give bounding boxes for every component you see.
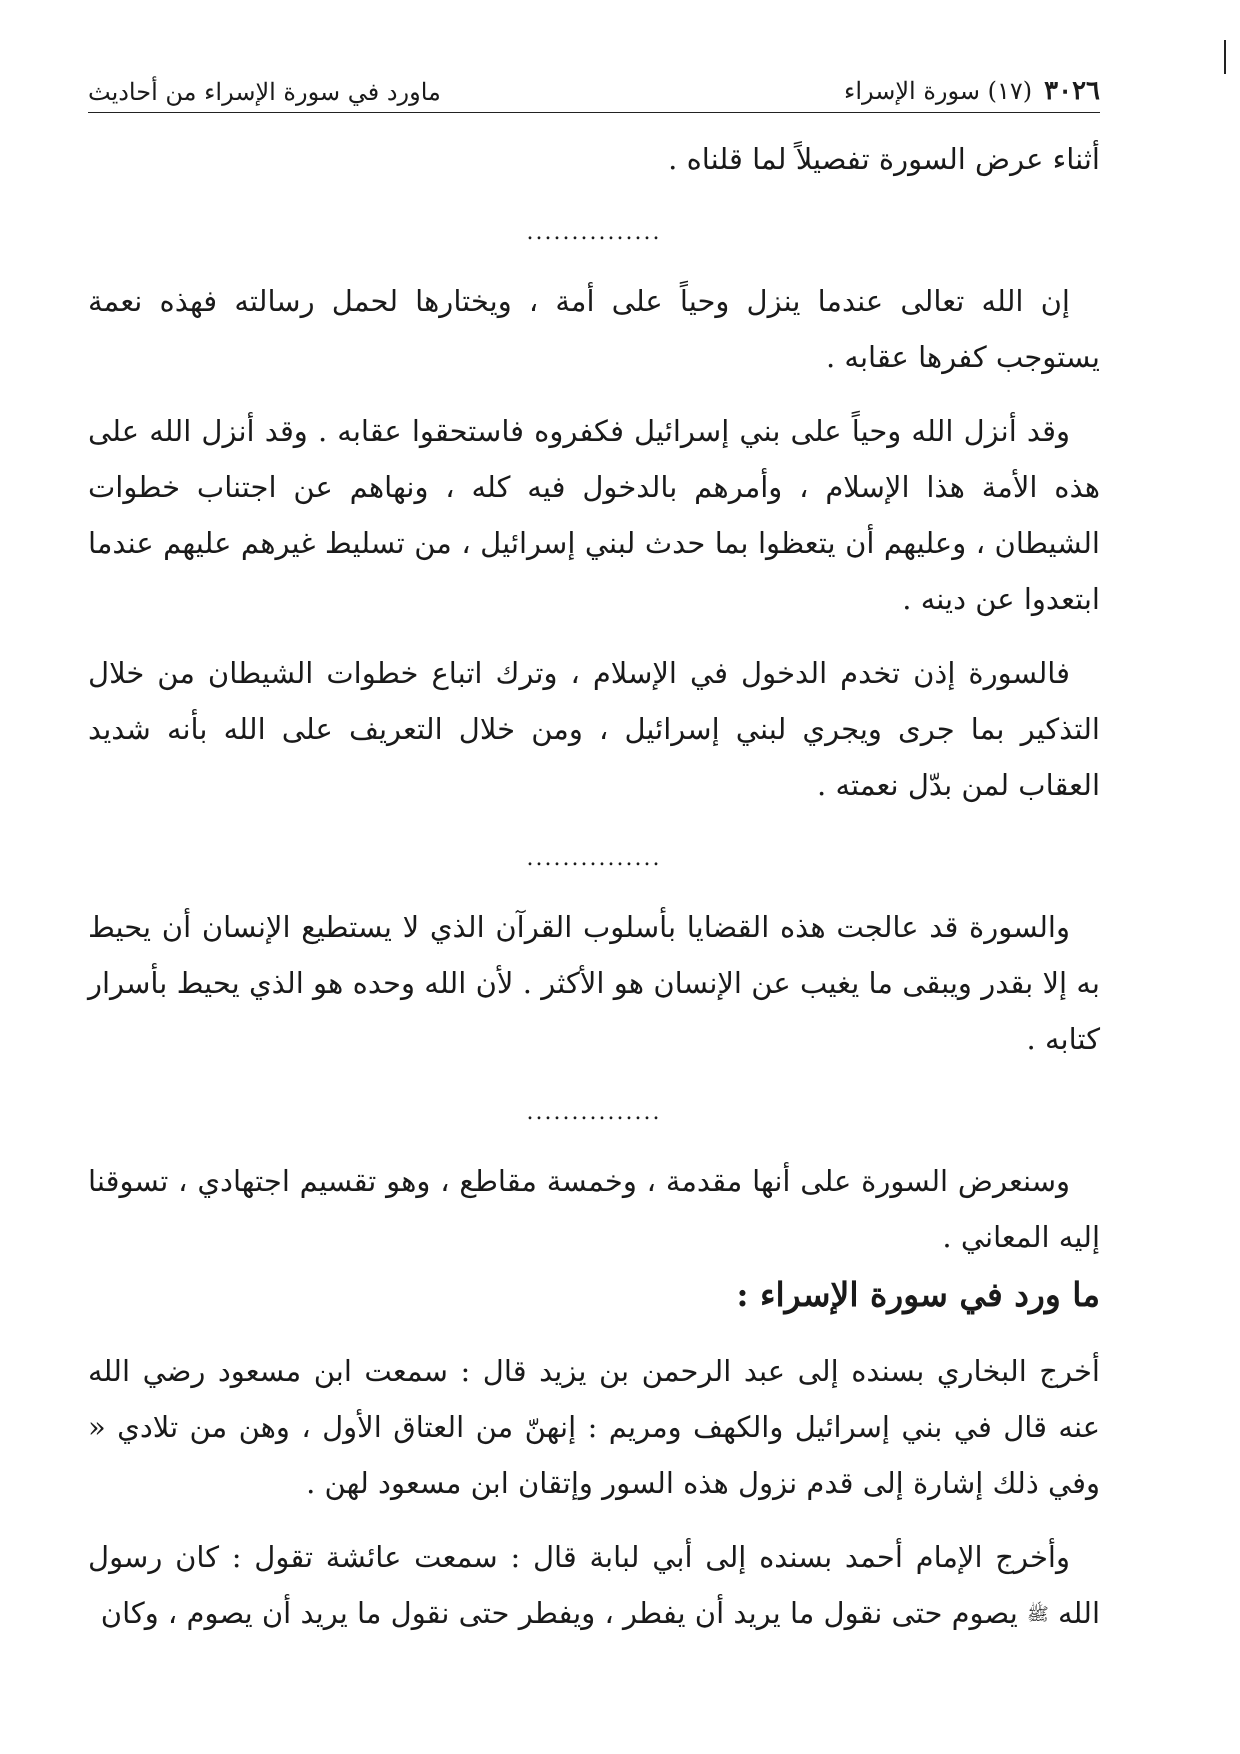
page-number: ٣٠٢٦ — [1044, 76, 1100, 106]
paragraph-7: أخرج البخاري بسنده إلى عبد الرحمن بن يزيد قال : سمعت ابن مسعود رضي الله عنه قال في بني إسرائيل والكهف ومريم : إنهنّ من العتاق الأول ، وهن من تلادي « وفي ذلك إشارة إلى قدم نزول هذه السور وإتقان ابن مسعود لهن . — [88, 1354, 1100, 1500]
paragraph-6: وسنعرض السورة على أنها مقدمة ، وخمسة مقاطع ، وهو تقسيم اجتهادي ، تسوقنا إليه المعاني . — [88, 1164, 1100, 1254]
header-section-title: ماورد في سورة الإسراء من أحاديث — [88, 78, 441, 106]
separator-3: ............... — [526, 1100, 662, 1125]
paragraph-2: إن الله تعالى عندما ينزل وحياً على أمة ، ويختارها لحمل رسالته فهذه نعمة يستوجب كفرها عقابه . — [88, 284, 1100, 374]
paragraph-4: فالسورة إذن تخدم الدخول في الإسلام ، وترك اتباع خطوات الشيطان من خلال التذكير بما جرى ويجري لبني إسرائيل ، ومن خلال التعريف على الله بأنه شديد العقاب لمن بدّل نعمته . — [88, 656, 1100, 802]
paragraph-3: وقد أنزل الله وحياً على بني إسرائيل فكفروه فاستحقوا عقابه . وقد أنزل الله على هذه الأمة هذا الإسلام ، وأمرهم بالدخول فيه كله ، ونهاهم عن اجتناب خطوات الشيطان ، وعليهم أن يتعظوا بما حدث لبني إسرائيل ، من تسليط غيرهم عليهم عندما ابتعدوا عن دينه . — [88, 414, 1100, 616]
honorific-ligature: ﷺ — [1026, 1604, 1049, 1625]
paragraph-5: والسورة قد عالجت هذه القضايا بأسلوب القرآن الذي لا يستطيع الإنسان أن يحيط به إلا بقدر ويبقى ما يغيب عن الإنسان هو الأكثر . لأن الله وحده هو الذي يحيط بأسرار كتابه . — [88, 910, 1100, 1056]
header-page-info — [844, 76, 1100, 106]
page-body — [88, 131, 1100, 1643]
paragraph-8-start: وأخرج الإمام أحمد بسنده إلى أبي لبابة قال : سمعت عائشة تقول : كان رسول الله — [88, 1540, 1100, 1630]
surah-reference: (١٧) سورة الإسراء — [844, 77, 1033, 105]
paragraph-8-end: يصوم حتى نقول ما يريد أن يفطر ، ويفطر حتى نقول ما يريد أن يصوم ، وكان — [100, 1596, 1018, 1630]
separator-2: ............... — [526, 846, 662, 871]
paragraph-1: أثناء عرض السورة تفصيلاً لما قلناه . — [668, 142, 1100, 176]
section-heading: ما ورد في سورة الإسراء : — [736, 1275, 1100, 1314]
paragraph-8 — [88, 1529, 1100, 1643]
separator-1: ............... — [526, 220, 662, 245]
page-edge-mark — [1224, 40, 1226, 74]
running-header — [88, 62, 1100, 113]
book-page — [88, 62, 1100, 1702]
